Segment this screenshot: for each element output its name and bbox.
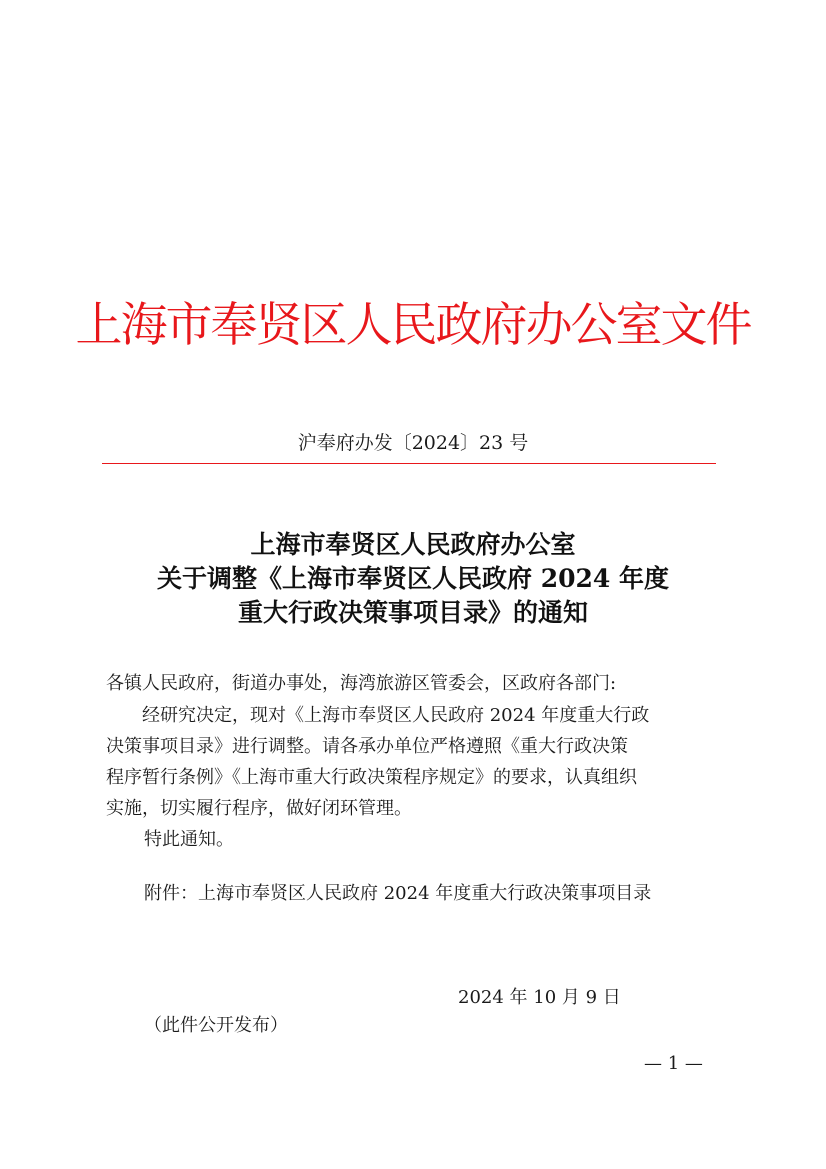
addressee-line: 各镇人民政府，街道办事处，海湾旅游区管委会，区政府各部门:	[106, 673, 617, 694]
notice-title-line-2: 关于调整《上海市奉贤区人民政府 2024 年度	[157, 564, 669, 593]
body-paragraph	[106, 700, 718, 824]
paragraph-line-4: 实施，切实履行程序，做好闭环管理。	[106, 798, 412, 819]
notice-title	[0, 528, 826, 630]
closing-line: 特此通知。	[144, 829, 234, 850]
notice-title-line-3: 重大行政决策事项目录》的通知	[237, 598, 588, 627]
document-number: 沪奉府办发〔2024〕23 号	[297, 432, 529, 454]
document-header-title: 上海市奉贤区人民政府办公室文件	[75, 298, 751, 353]
page-number: — 1 —	[644, 1053, 703, 1074]
red-divider-line	[102, 463, 716, 464]
paragraph-line-1: 经研究决定，现对《上海市奉贤区人民政府 2024 年度重大行政	[142, 705, 650, 726]
paragraph-line-3: 程序暂行条例》《上海市重大行政决策程序规定》的要求，认真组织	[106, 767, 637, 788]
attachment-line: 附件：上海市奉贤区人民政府 2024 年度重大行政决策事项目录	[144, 883, 652, 904]
notice-title-line-1: 上海市奉贤区人民政府办公室	[250, 530, 576, 559]
publish-note: （此件公开发布）	[144, 1015, 288, 1036]
issue-date: 2024 年 10 月 9 日	[458, 987, 621, 1008]
paragraph-line-2: 决策事项目录》进行调整。请各承办单位严格遵照《重大行政决策	[106, 736, 628, 757]
